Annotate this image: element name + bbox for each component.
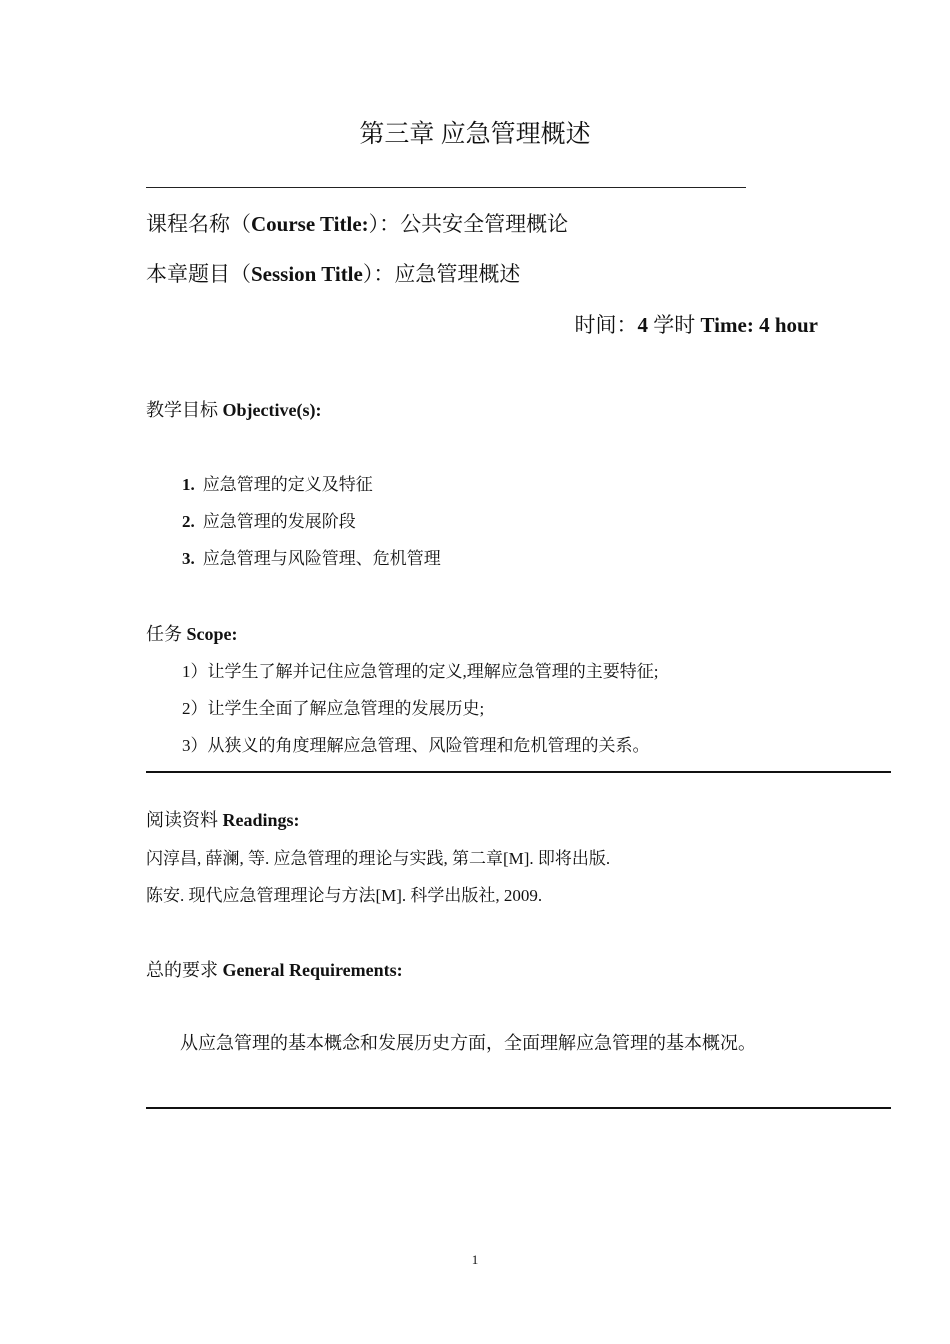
session-title-value: ）：应急管理概述 (362, 262, 521, 286)
time-label-en: Time: 4 hour (700, 313, 818, 337)
objective-text: 应急管理与风险管理、危机管理 (202, 549, 441, 568)
scope-item: 3）从狭义的角度理解应急管理、风险管理和危机管理的关系。 (182, 736, 650, 755)
objective-item (182, 470, 373, 495)
scope-label-cn: 任务 (146, 624, 187, 644)
requirements-text: 从应急管理的基本概念和发展历史方面，全面理解应急管理的基本概况。 (180, 1033, 756, 1053)
title-underline (146, 187, 746, 188)
requirements-heading (146, 956, 403, 982)
objective-item (182, 544, 441, 569)
course-title-line (146, 208, 568, 238)
time-prefix: 时间： (574, 313, 638, 337)
time-hours: 4 (637, 313, 649, 337)
course-title-label: Course Title: (251, 212, 369, 236)
session-title-line (146, 258, 520, 288)
page-number: 1 (471, 1252, 479, 1267)
section-divider (146, 1107, 891, 1109)
scope-heading (146, 620, 238, 646)
reading-item: 闪淳昌, 薛澜, 等. 应急管理的理论与实践, 第二章[M]. 即将出版. (146, 849, 611, 868)
time-unit: 学时 (648, 313, 701, 337)
objective-number: 3. (182, 549, 195, 568)
session-title-label: Session Title (251, 262, 363, 286)
readings-heading (146, 806, 300, 832)
chapter-title: 第三章 应急管理概述 (359, 121, 591, 148)
readings-label-cn: 阅读资料 (146, 810, 223, 830)
objectives-label-en: Objective(s): (222, 400, 322, 420)
readings-label-en: Readings: (222, 810, 300, 830)
reading-item: 陈安. 现代应急管理理论与方法[M]. 科学出版社, 2009. (146, 886, 543, 905)
objective-item (182, 507, 356, 532)
objective-number: 2. (182, 512, 195, 531)
course-title-value: ）：公共安全管理概论 (368, 212, 569, 236)
session-title-prefix: 本章题目（ (146, 262, 251, 286)
requirements-label-en: General Requirements: (222, 960, 403, 980)
objective-text: 应急管理的发展阶段 (202, 512, 356, 531)
objective-text: 应急管理的定义及特征 (202, 475, 373, 494)
course-title-prefix: 课程名称（ (146, 212, 251, 236)
requirements-label-cn: 总的要求 (146, 960, 223, 980)
scope-label-en: Scope: (186, 624, 238, 644)
objectives-heading (146, 396, 321, 422)
objectives-label-cn: 教学目标 (146, 400, 223, 420)
objective-number: 1. (182, 475, 195, 494)
scope-item: 1）让学生了解并记住应急管理的定义,理解应急管理的主要特征; (182, 662, 659, 681)
time-line (575, 309, 818, 339)
scope-item: 2）让学生全面了解应急管理的发展历史; (182, 699, 485, 718)
section-divider (146, 771, 891, 773)
